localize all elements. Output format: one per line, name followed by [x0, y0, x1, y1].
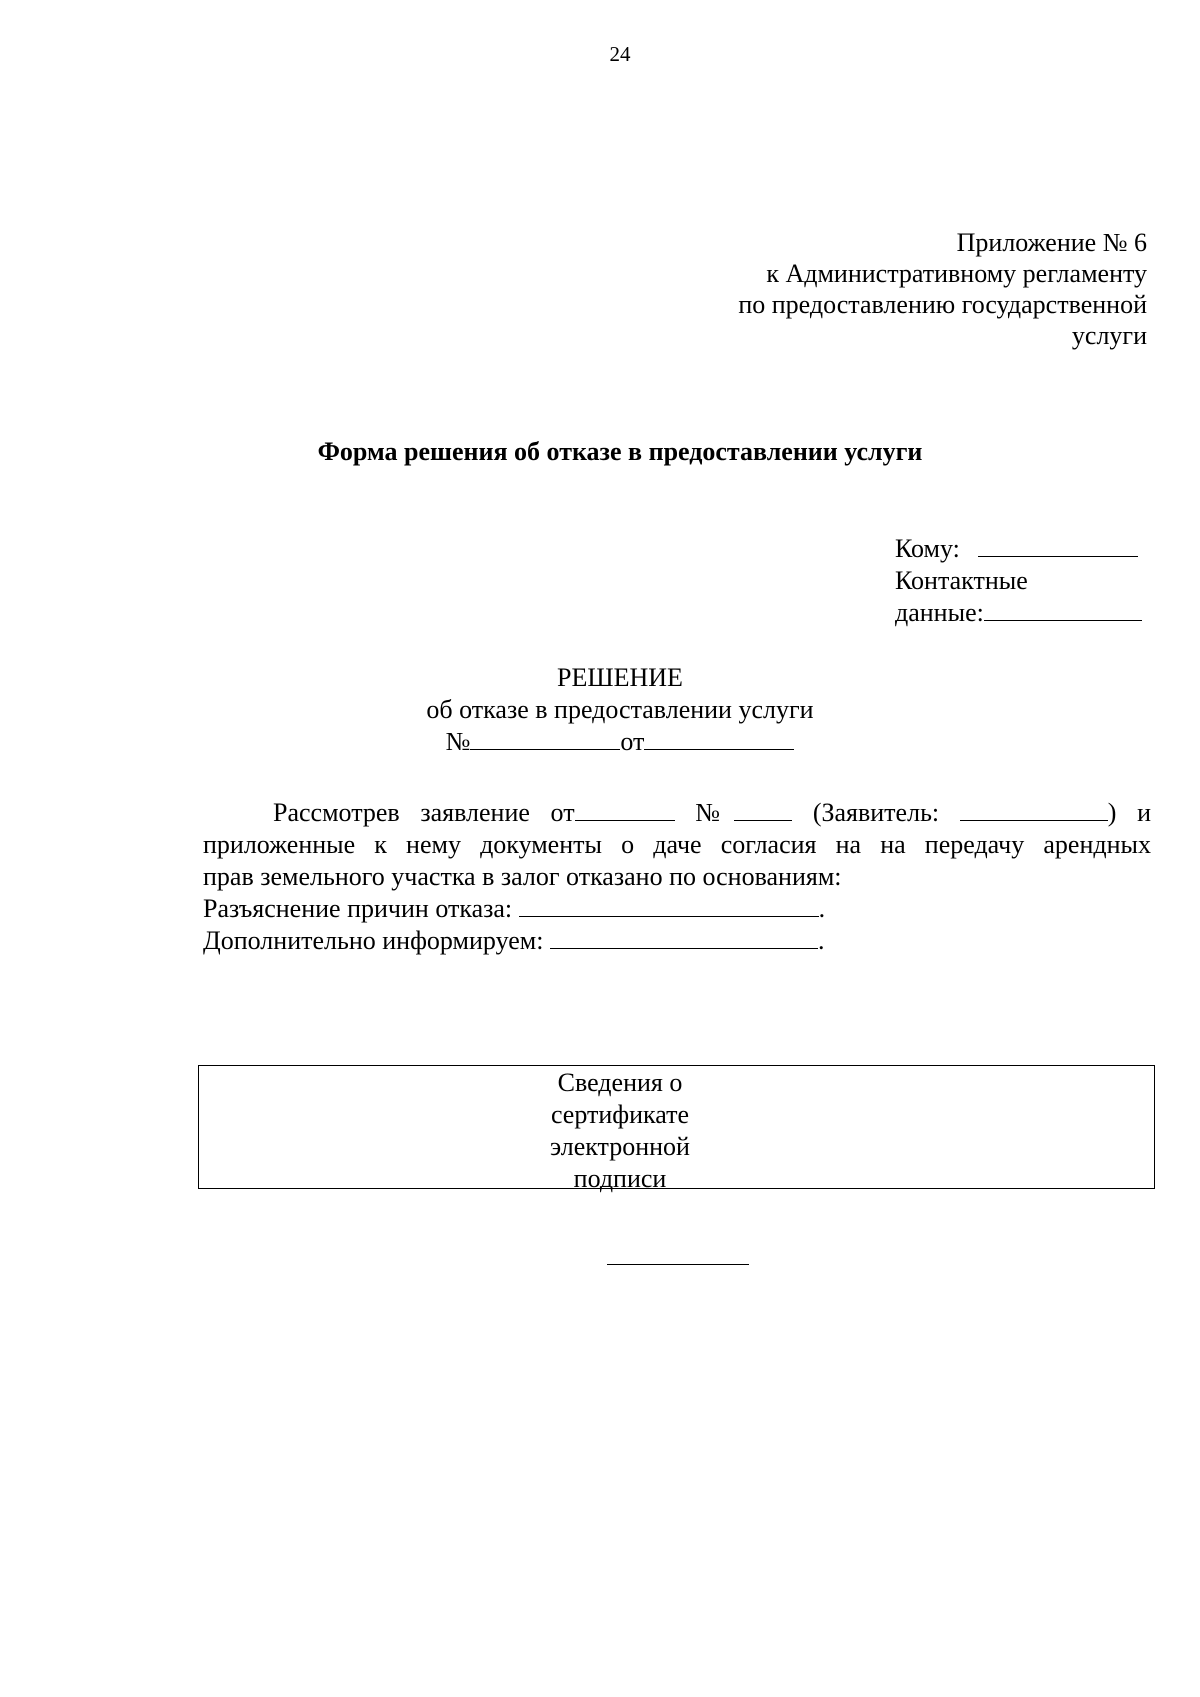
recipient-contacts-blank [984, 598, 1142, 621]
decision-number-line [0, 726, 1200, 758]
certificate-line-2: сертификате [550, 1100, 690, 1129]
recipient-contacts-label: Контактные [895, 566, 1028, 595]
decision-title: РЕШЕНИЕ [557, 663, 683, 692]
certificate-line-4: подписи [573, 1164, 667, 1193]
page-number: 24 [609, 42, 631, 66]
decision-number-label: № [445, 727, 471, 756]
body-reasons-period: . [818, 894, 826, 923]
decision-date-label: от [620, 727, 645, 756]
decision-heading-block [0, 662, 1200, 758]
decision-subtitle: об отказе в предоставлении услуги [426, 695, 814, 724]
appendix-number: Приложение № 6 [956, 228, 1147, 257]
body-line-1 [203, 797, 1151, 829]
certificate-text [0, 1067, 1200, 1195]
body-applicant-close: ) и [1107, 798, 1152, 827]
appendix-block [738, 227, 1147, 351]
recipient-to-label: Кому: [895, 534, 960, 563]
body-date-blank [575, 798, 675, 821]
body-reasons-blank [519, 894, 819, 917]
body-info-period: . [817, 926, 825, 955]
body-info-line [203, 925, 1151, 957]
body-info-label: Дополнительно информируем: [203, 926, 544, 955]
body-line-2: приложенные к нему документы о даче согласия на на передачу арендных [203, 830, 1151, 859]
body-text [203, 797, 1151, 957]
body-reasons-line [203, 893, 1151, 925]
decision-number-blank [470, 727, 620, 750]
body-number-label: № [695, 798, 735, 827]
end-divider [607, 1264, 749, 1265]
body-applicant-blank [960, 798, 1108, 821]
body-info-blank [550, 926, 818, 949]
body-considered-label: Рассмотрев заявление от [273, 798, 575, 827]
recipient-to-blank [978, 534, 1138, 557]
form-title: Форма решения об отказе в предоставлении услуги [317, 437, 923, 466]
appendix-service: по предоставлению государственной [738, 290, 1147, 319]
certificate-line-3: электронной [550, 1132, 690, 1161]
recipient-block [895, 533, 1142, 629]
body-number-blank [734, 798, 792, 821]
recipient-contacts-label-2: данные: [895, 598, 984, 627]
body-line-3: прав земельного участка в залог отказано по основаниям: [203, 862, 842, 891]
appendix-service-end: услуги [1071, 321, 1147, 350]
appendix-regulation: к Административному регламенту [766, 259, 1147, 288]
certificate-line-1: Сведения о [557, 1068, 683, 1097]
decision-date-blank [644, 727, 794, 750]
body-reasons-label: Разъяснение причин отказа: [203, 894, 513, 923]
body-applicant-label: (Заявитель: [812, 798, 940, 827]
